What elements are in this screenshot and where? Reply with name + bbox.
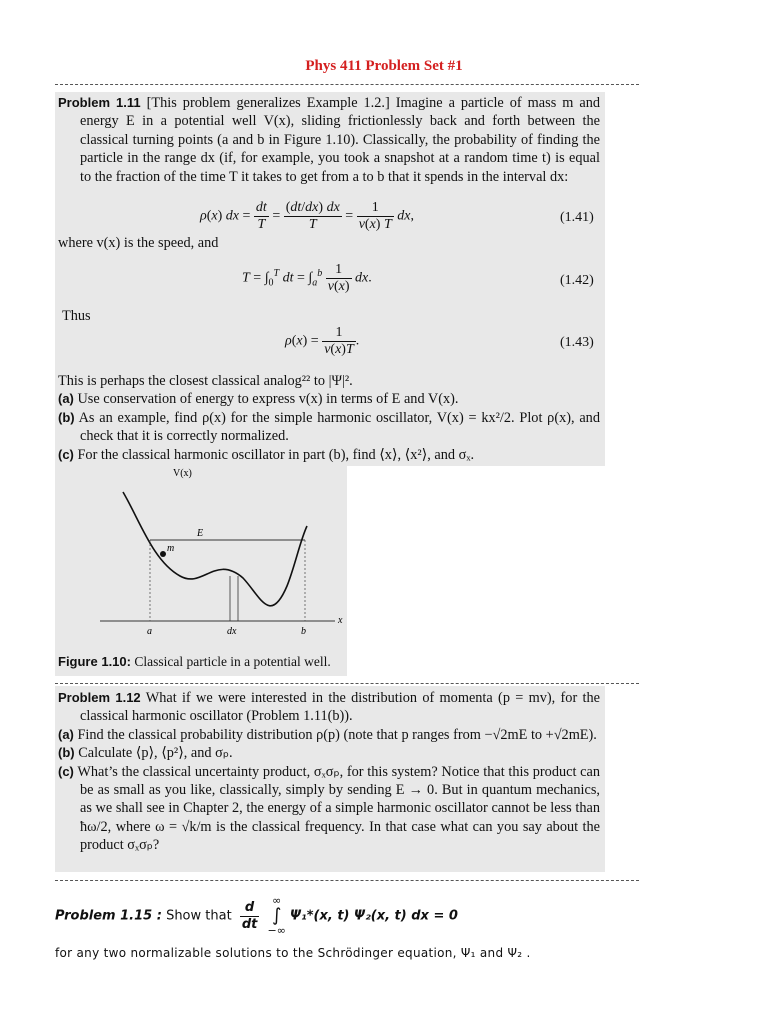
part-label: (a) [58,391,74,407]
label-a: a [147,626,152,637]
analog-text: This is perhaps the closest classical analog²² to |Ψ|². [58,373,353,389]
problem-1-11-intro [58,94,600,186]
label-b: b [301,626,306,637]
lower-limit: −∞ [267,924,286,937]
divider [55,683,639,684]
problem-1-15-followup: for any two normalizable solutions to the Schrödinger equation, Ψ₁ and Ψ₂ . [55,946,531,960]
figure-caption [58,654,331,670]
upper-limit: ∞ [272,894,282,907]
intro-line: energy E in a potential well V(x), sliding frictionlessly back and forth between the [80,113,600,130]
part-text: Calculate ⟨p⟩, ⟨p²⟩, and σₚ. [78,745,233,762]
intro-line: classical turning points (a and b in Figure 1.10). Classically, the probability of finding [80,131,579,148]
label-m: m [167,543,175,554]
axis-label-v: V(x) [173,468,192,479]
equation-1-41: ρ(x) dx = $\frac{dt}{T}$ = $\frac{(dt/dx) dx}{T}$ = $\frac{1}{v(x) T}$ dx, [200,200,414,232]
problem-1-15: Problem 1.15 : Show that $\frac{d}{dt}$ ∞ ∫ −∞ Ψ₁*(x, t) Ψ₂(x, t) dx = 0 [55,894,458,937]
where-text: where v(x) is the speed, and [58,235,219,251]
label-e: E [197,528,204,539]
problem-line: the classical harmonic oscillator (Problem 1.11(b)). [80,690,600,725]
part-text: to +√2mE). [530,726,597,743]
part-label: (b) [58,409,75,425]
part-label: (c) [58,446,74,462]
part-label: (c) [58,763,74,779]
intro-line: the particle in the range dx (if, for example, you took a snapshot at a random time t) [80,131,600,167]
part-text: product can be as small as you like, classically, simply by sending E → 0. But in [80,763,600,799]
axis-label-x: x [338,615,343,626]
part-label: (b) [58,745,75,761]
equation-number: (1.43) [560,335,594,350]
integrand: Ψ₁*(x, t) Ψ₂(x, t) dx = 0 [290,908,458,924]
potential-curve [123,492,307,606]
intro-line: [This problem generalizes Example 1.2.] Imagine a particle of mass m and [146,95,600,111]
potential-well-figure [95,466,355,646]
divider [55,84,639,85]
part-label: (a) [58,726,74,742]
equation-1-43: ρ(x) = $\frac{1}{v(x)T}$ . [285,325,360,357]
thus-text: Thus [62,308,91,324]
divider [55,880,639,881]
equation-1-42: $T = \int_0^T$ dt = $\int_a^b$ $\frac{1}{v(x)}$ dx. [242,262,372,294]
intro-line: is equal to the fraction of the time T it takes to get from a to b that it spends in the [80,150,600,185]
equation-number: (1.42) [560,273,594,288]
problem-label: Problem 1.11 [58,95,141,110]
intro-line: interval dx: [502,168,569,185]
problem-1-11-parts [58,372,600,464]
lead-text: Show that [166,908,232,924]
particle-dot [160,551,166,557]
equation-number: (1.41) [560,210,594,225]
problem-line: What if we were interested in the distribution of momenta (p = mv), for [145,690,578,706]
part-text: Use conservation of energy to express v(x) in terms of E and V(x). [77,391,459,408]
part-text: In that case what can you say about the product σₓσₚ? [80,818,601,854]
caption-text: Classical particle in a potential well. [134,654,331,669]
caption-label: Figure 1.10: [58,654,131,669]
problem-label: Problem 1.12 [58,690,141,705]
part-text: For the classical harmonic oscillator in part (b), find ⟨x⟩, ⟨x²⟩, and σₓ. [77,446,475,463]
part-text: quantum mechanics, as we shall see in Chapter 2, the energy of a simple harmonic [80,782,600,817]
label-dx: dx [227,626,237,637]
problem-1-12 [58,689,600,855]
part-text: Find the classical probability distribution ρ(p) (note that p ranges from −√2mE [77,726,528,743]
part-text: What’s the classical uncertainty product, σₓσₚ, for this system? Notice that this [77,763,530,780]
part-text: oscillator cannot be less than ħω/2, where ω = √k/m is the classical frequency. [80,800,600,835]
part-text: As an example, find ρ(x) for the simple harmonic oscillator, V(x) = kx²/2. Plot ρ(x), and check that it is correctly normalized. [78,409,600,445]
page-title: Phys 411 Problem Set #1 [305,58,463,74]
problem-label: Problem 1.15 : [55,908,162,924]
